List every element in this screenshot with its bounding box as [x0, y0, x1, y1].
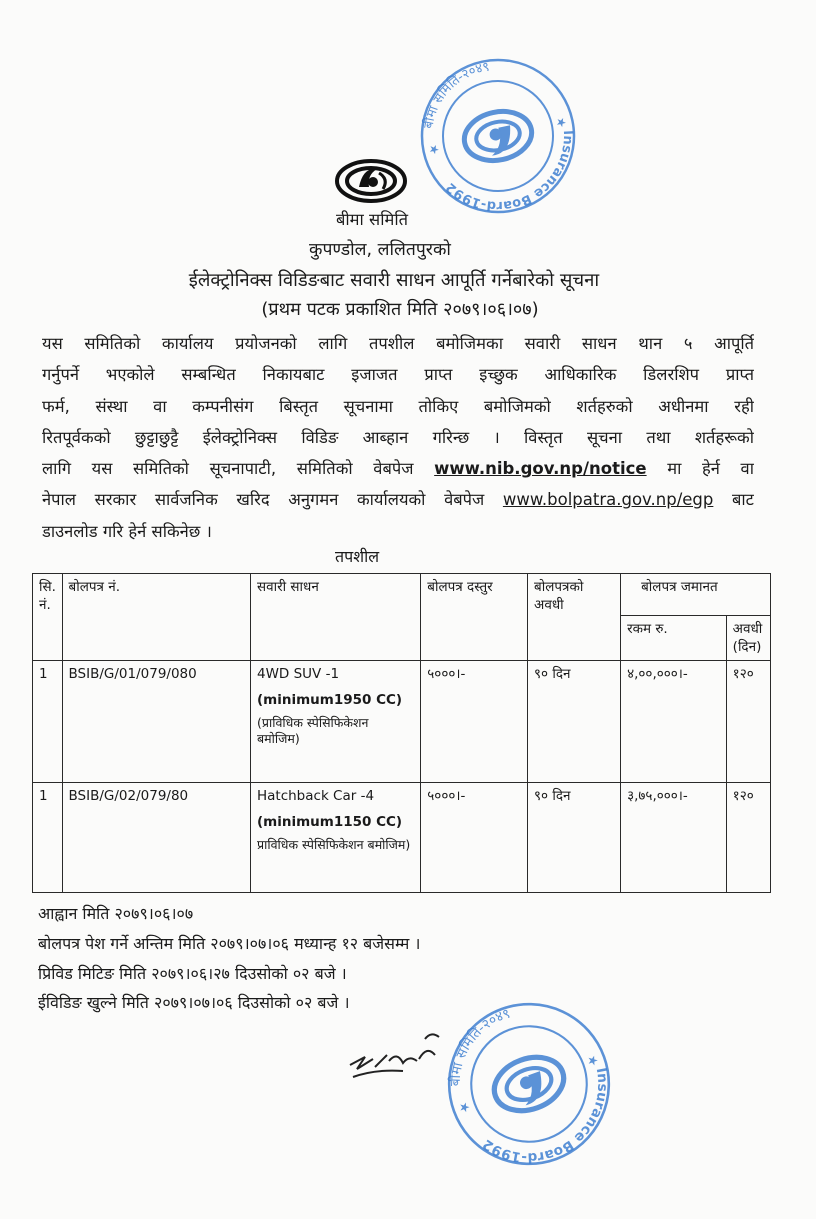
body-text: मा हेर्न वा	[667, 459, 754, 479]
cell-sn: 1	[33, 661, 63, 783]
header-bid-no: बोलपत्र नं.	[62, 574, 250, 661]
vehicle-name: Hatchback Car -4	[256, 788, 375, 804]
svg-text:★: ★	[584, 1052, 601, 1071]
stamp-text-ne: बीमा समिति-२०४९	[447, 1005, 513, 1087]
body-line	[42, 453, 754, 484]
cell-vehicle	[250, 661, 420, 783]
svg-text:★: ★	[427, 141, 441, 158]
cell-bid-no: BSIB/G/02/079/80	[62, 783, 250, 893]
svg-text:★: ★	[554, 114, 568, 131]
cell-fee: ५०००।-	[421, 661, 528, 783]
body-text: लागि यस समितिको सूचनापाटी, समितिको वेबपेज	[42, 459, 414, 479]
stamp-text-en: Insurance Board-1992	[443, 129, 576, 214]
bolpatra-link[interactable]: www.bolpatra.gov.np/egp	[502, 490, 714, 510]
notice-body	[42, 328, 754, 547]
body-text: नेपाल सरकार सार्वजनिक खरिद अनुगमन कार्यालयको वेबपेज	[42, 490, 485, 510]
table-header-row	[33, 574, 771, 616]
cell-validity: ९० दिन	[528, 783, 621, 893]
header-guarantee: बोलपत्र जमानत	[621, 574, 771, 616]
header-validity: बोलपत्रको अवधी	[528, 574, 621, 661]
vehicle-note: (प्राविधिक स्पेसिफिकेशन बमोजिम)	[256, 715, 369, 746]
cell-bid-no: BSIB/G/01/079/080	[62, 661, 250, 783]
cell-fee: ५०००।-	[421, 783, 528, 893]
insurance-board-logo	[333, 157, 409, 205]
notice-title: ईलेक्ट्रोनिक्स विडिङबाट सवारी साधन आपूर्ति गर्नेबारेको सूचना	[188, 270, 600, 291]
vehicle-spec: (minimum1950 CC)	[256, 692, 403, 708]
bid-table	[32, 573, 771, 893]
header-vehicle: सवारी साधन	[250, 574, 420, 661]
cell-duration: १२०	[726, 783, 770, 893]
cell-vehicle	[250, 783, 420, 893]
table-row	[33, 783, 771, 893]
body-line: यस समितिको कार्यालय प्रयोजनको लागि तपशील बमोजिमका सवारी साधन थान ५ आपूर्ति	[42, 334, 754, 353]
org-address: कुपण्डोल, ललितपुरको	[309, 240, 451, 260]
prebid-meeting: प्रिविड मिटिङ मिति २०७९।०६।२७ दिउसोको ०२ बजे ।	[38, 964, 347, 983]
header-sn: सि. नं.	[33, 574, 63, 661]
official-stamp	[403, 41, 593, 231]
vehicle-note: प्राविधिक स्पेसिफिकेशन बमोजिम)	[256, 837, 411, 852]
body-text: बाट	[731, 490, 754, 510]
body-line: रितपूर्वकको छुट्टाछुट्टै ईलेक्ट्रोनिक्स विडिङ आब्हान गरिन्छ । विस्तृत सूचना तथा शर्तहरूको	[42, 427, 754, 447]
table-row	[33, 661, 771, 783]
ebid-opening: ईविडिङ खुल्ने मिति २०७९।०७।०६ दिउसोको ०२ बजे ।	[38, 993, 350, 1012]
cell-sn: 1	[33, 783, 63, 893]
header-amount: रकम रु.	[621, 616, 727, 661]
cell-amount: ३,७५,०००।-	[621, 783, 727, 893]
vehicle-spec: (minimum1150 CC)	[256, 814, 403, 830]
stamp-text-ne: बीमा समिति-२०४९	[421, 59, 491, 130]
stamp-text-en: Insurance Board-1992	[479, 1066, 611, 1166]
org-name: बीमा समिति	[335, 210, 409, 229]
svg-text:★: ★	[456, 1098, 473, 1117]
header-duration: अवधी (दिन)	[726, 616, 770, 661]
official-stamp	[421, 976, 636, 1191]
cell-amount: ४,००,०००।-	[621, 661, 727, 783]
cell-validity: ९० दिन	[528, 661, 621, 783]
body-line: फर्म, संस्था वा कम्पनीसंग बिस्तृत सूचनामा तोकिए बमोजिमको शर्तहरुको अधीनमा रही	[42, 396, 754, 416]
publication-date: (प्रथम पटक प्रकाशित मिति २०७९।०६।०७)	[261, 299, 539, 320]
body-line	[42, 484, 754, 515]
body-line: डाउनलोड गरि हेर्न सकिनेछ ।	[42, 521, 212, 541]
nib-notice-link[interactable]: www.nib.gov.np/notice	[434, 459, 647, 479]
submission-deadline: बोलपत्र पेश गर्ने अन्तिम मिति २०७९।०७।०६ मध्यान्ह १२ बजेसम्म ।	[38, 934, 421, 953]
invite-date: आह्वान मिति २०७९।०६।०७	[38, 904, 194, 923]
table-heading: तपशील	[335, 547, 380, 566]
header-fee: बोलपत्र दस्तुर	[421, 574, 528, 661]
svg-text:बीमा समिति-२०४९	[410, 59, 501, 133]
body-line: गर्नुपर्ने भएकोले सम्बन्धित निकायबाट इजाजत प्राप्त इच्छुक आधिकारिक डिलरशिप प्राप्त	[42, 365, 754, 385]
cell-duration: १२०	[726, 661, 770, 783]
vehicle-name: 4WD SUV -1	[256, 666, 340, 682]
